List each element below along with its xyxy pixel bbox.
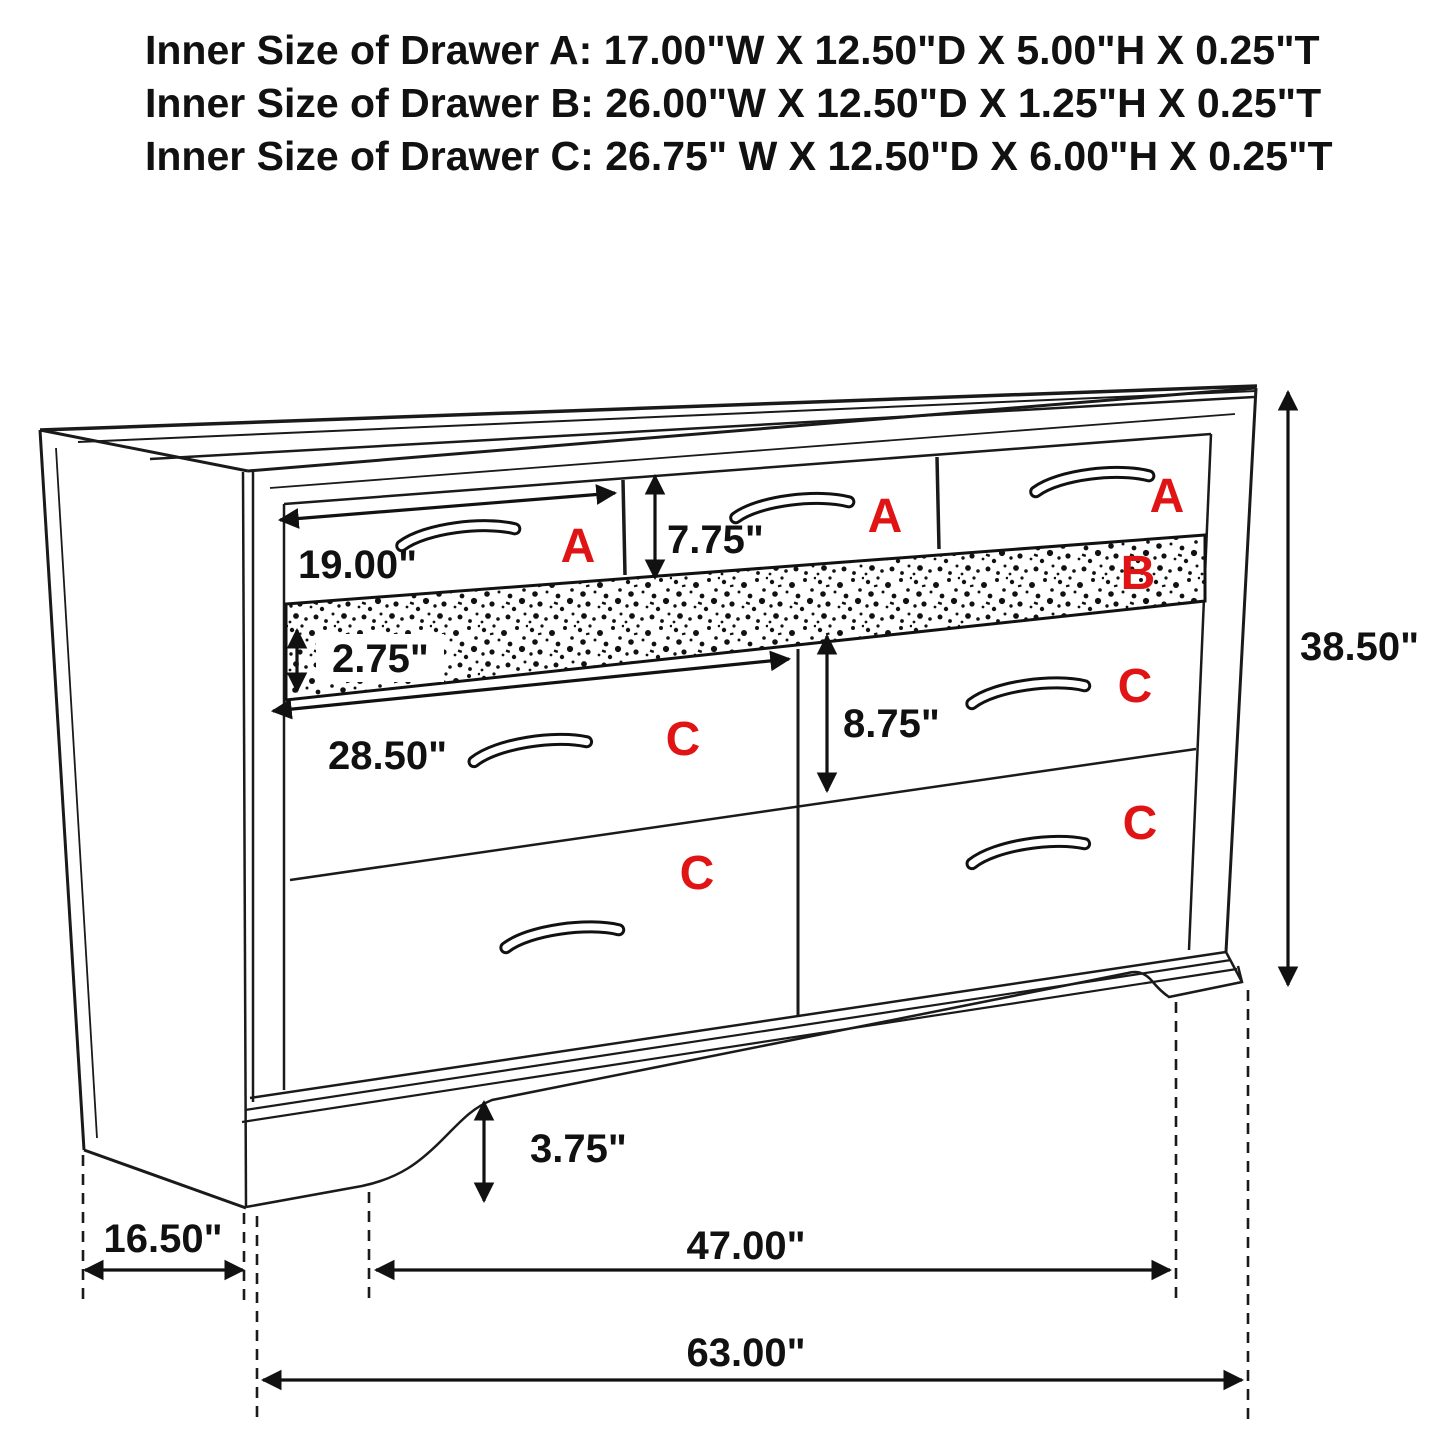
label-drawer-c-right-bottom: C: [1122, 797, 1158, 850]
dim-label-side-depth: 16.50": [103, 1217, 223, 1261]
drawer-rows-c: [290, 649, 1196, 1017]
handle-drawer-c-left-top: [473, 736, 588, 762]
label-drawer-c-left-top: C: [665, 713, 701, 766]
dim-arrow-drawer-a-width: [280, 493, 615, 520]
dim-label-drawer-a-height: 7.75": [667, 518, 764, 562]
label-drawer-a2: A: [867, 490, 903, 543]
header-line-drawer-b: Inner Size of Drawer B: 26.00"W X 12.50"D X 1.25"H X 0.25"T: [145, 80, 1322, 126]
label-drawer-b: B: [1120, 547, 1156, 600]
handle-drawer-c-right-bottom: [971, 838, 1086, 864]
dim-label-foot-height: 3.75": [530, 1127, 627, 1171]
header-line-drawer-c: Inner Size of Drawer C: 26.75" W X 12.50"D X 6.00"H X 0.25"T: [145, 133, 1333, 179]
dim-label-feet-span: 47.00": [686, 1224, 806, 1268]
header-line-drawer-a: Inner Size of Drawer A: 17.00"W X 12.50"D X 5.00"H X 0.25"T: [145, 27, 1320, 73]
dim-label-jewelry-tray-height: 2.75": [332, 637, 429, 681]
handle-drawer-c-left-bottom: [505, 924, 620, 948]
dim-label-overall-height: 38.50": [1300, 625, 1420, 669]
drawer-a-divider-1: [623, 480, 625, 575]
dim-label-drawer-a-width: 19.00": [298, 543, 418, 587]
drawer-a-divider-2: [937, 457, 939, 549]
label-drawer-c-right-top: C: [1117, 660, 1153, 713]
dresser-base-and-feet: [242, 952, 1242, 1207]
label-drawer-a3: A: [1149, 470, 1185, 523]
handle-drawer-a2: [735, 496, 850, 518]
label-drawer-c-left-bottom: C: [679, 847, 715, 900]
drawer-handles: [401, 470, 1150, 948]
dim-label-overall-width: 63.00": [686, 1331, 806, 1375]
dim-label-drawer-c-height: 8.75": [843, 702, 940, 746]
dim-label-drawer-c-width: 28.50": [328, 734, 448, 778]
handle-drawer-a3: [1035, 470, 1150, 492]
handle-drawer-a1: [401, 523, 516, 546]
label-drawer-a1: A: [560, 520, 596, 573]
header-text: [145, 27, 1333, 179]
dresser-side-panel: [40, 430, 253, 1208]
handle-drawer-c-right-top: [971, 680, 1086, 704]
